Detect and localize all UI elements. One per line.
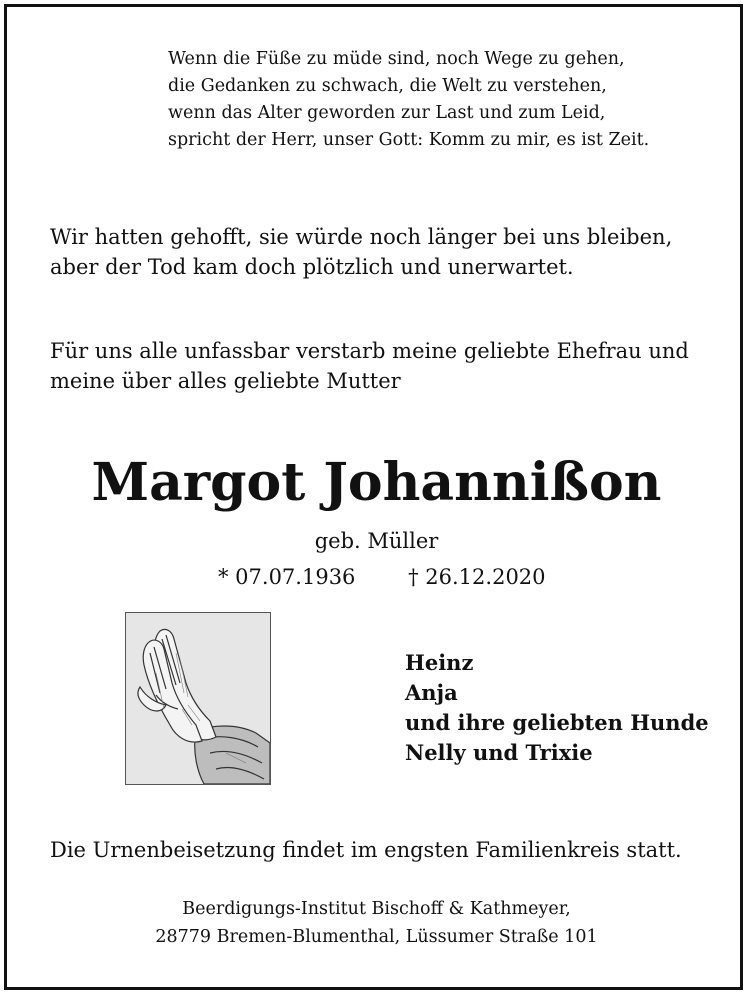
death-date: † 26.12.2020: [408, 565, 546, 589]
poem-line: wenn das Alter geworden zur Last und zum Leid,: [168, 103, 606, 123]
mourners-list: [405, 648, 709, 768]
funeral-home-line: Beerdigungs-Institut Bischoff & Kathmeyer,: [182, 899, 571, 919]
funeral-home: [0, 895, 753, 951]
intro-paragraph: [50, 222, 672, 282]
urn-burial-note: Die Urnenbeisetzung findet im engsten Familienkreis statt.: [50, 838, 682, 862]
praying-hands-icon: [126, 613, 270, 784]
poem-line: Wenn die Füße zu müde sind, noch Wege zu gehen,: [168, 49, 625, 69]
intro-line: Wir hatten gehofft, sie würde noch länger bei uns bleiben,: [50, 225, 673, 249]
intro-line: aber der Tod kam doch plötzlich und unerwartet.: [50, 255, 574, 279]
announcement-line: Für uns alle unfassbar verstarb meine geliebte Ehefrau und: [50, 339, 689, 363]
deceased-name: Margot Johannißon: [91, 452, 662, 513]
mourner: und ihre geliebten Hunde: [405, 710, 709, 735]
poem-line: spricht der Herr, unser Gott: Komm zu mir, es ist Zeit.: [168, 130, 650, 150]
birth-date: * 07.07.1936: [218, 565, 356, 589]
maiden-name: geb. Müller: [314, 529, 439, 553]
mourner: Nelly und Trixie: [405, 740, 593, 765]
poem: [168, 46, 649, 154]
funeral-home-line: 28779 Bremen-Blumenthal, Lüssumer Straße 101: [155, 927, 598, 947]
announcement-paragraph: [50, 336, 689, 396]
mourner: Anja: [405, 680, 458, 705]
poem-line: die Gedanken zu schwach, die Welt zu verstehen,: [168, 76, 607, 96]
announcement-line: meine über alles geliebte Mutter: [50, 369, 401, 393]
mourner: Heinz: [405, 650, 474, 675]
life-dates: [218, 563, 546, 591]
praying-hands-picture: [125, 612, 271, 785]
